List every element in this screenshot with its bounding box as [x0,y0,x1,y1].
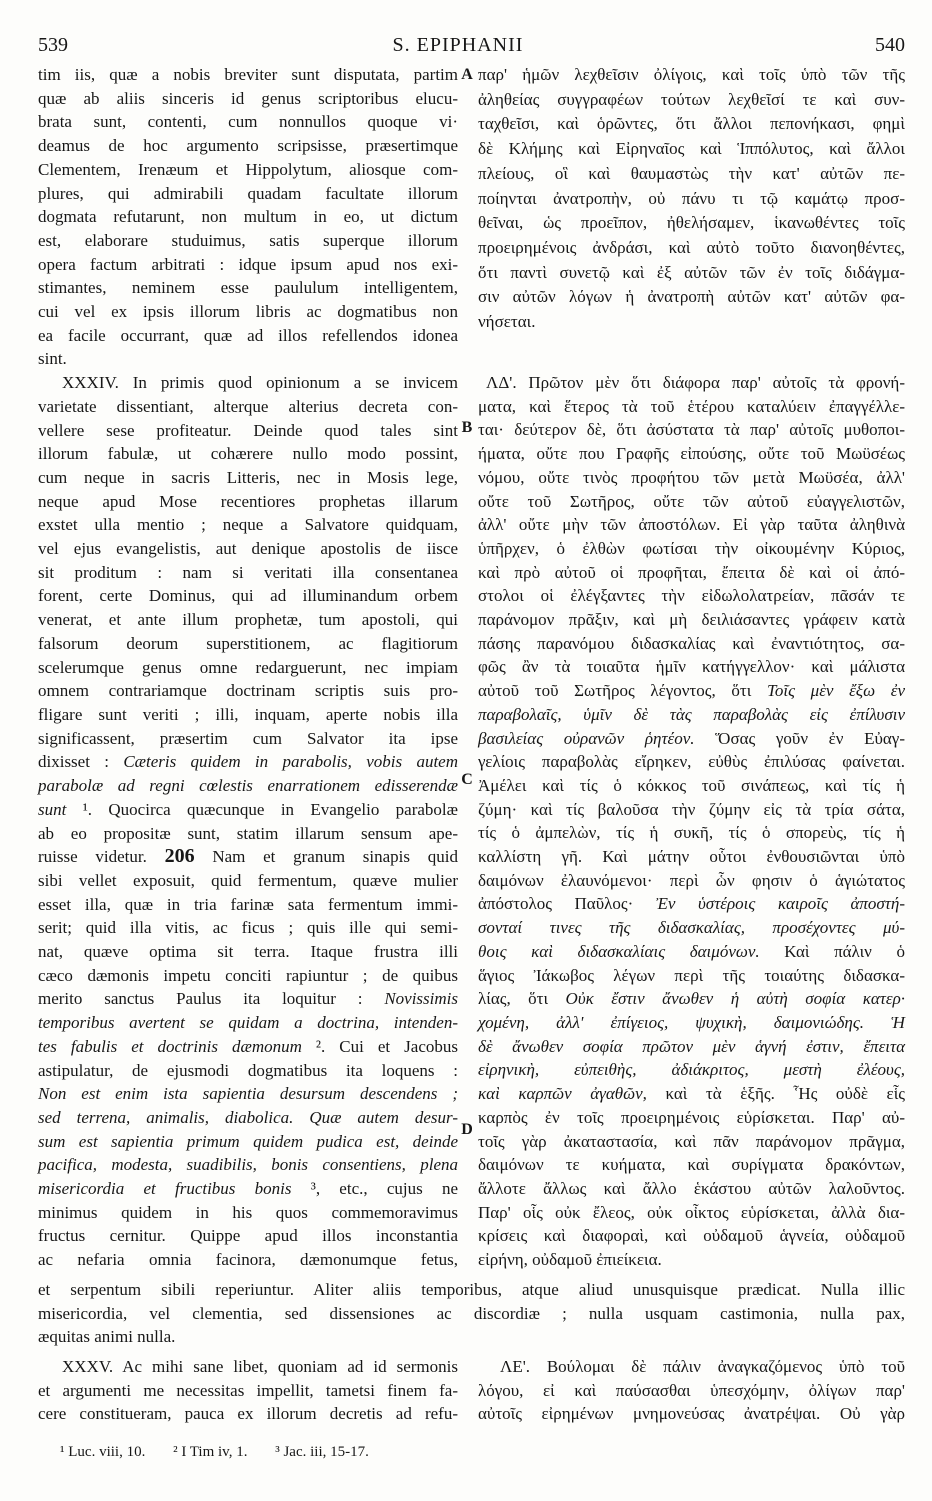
italic-text: sed terrena, animalis, diabolica. Quæ autem desur- [38,1107,458,1127]
text-run: merito sanctus Paulus ita loquitur : [38,989,385,1009]
italic-text: καὶ καρπῶν ἀγαθῶν, [478,1084,647,1104]
text-line: fructus cernitur. Quippe apud illos inconstantia [38,1226,458,1246]
text-line: προειρημένοις ἀνδράσι, καὶ αὐτὸ τοῦτο διανοηθέντες, [478,237,905,257]
text-line: δαιμόνων ἐλαυνόμενοι· περὶ ὧν φησιν ὁ ἁγιώτατος [478,870,905,890]
text-line: ζύμη· καὶ τίς βαλοῦσα τὴν ζύμην εἰς τὰ τρία σάτα, [478,799,905,819]
italic-text: εἰρηνικὴ, εὐπειθὴς, ἀδιάκριτος, μεστὴ ἐλέους, [478,1060,905,1080]
italic-text: Cæteris quidem in parabolis, vobis autem [123,752,458,772]
text-line: αὐτοῖς εἰρημένων μνημονεύσας ἀνατρέψαι. Οὐ γὰρ [478,1404,905,1424]
running-title: S. EPIPHANII [392,34,524,56]
text-line: δαιμόνων τε κυήματα, καὶ συρίγματα δρακόντων, [478,1155,905,1175]
text-line: ματα, καὶ ἕτερος τὰ τοῦ ἑτέρου καταλύειν ἐπαγγέλλε- [478,396,905,416]
text-line: οὔτε τοῦ Σωτῆρος, οὔτε τῶν αὐτοῦ εὐαγγελιστῶν, [478,491,905,511]
greek-paragraph-35 [478,1355,905,1426]
text-line: καὶ πρὸ αὐτοῦ οἱ προφῆται, ἔπειτα δὲ καὶ οἱ ἀπό- [478,562,905,582]
full-width-text [38,1278,905,1349]
text-run: ἀπόστολος Παῦλος· [478,894,656,914]
greek-column-bottom [478,1355,905,1426]
text-line [38,1082,458,1106]
text-line: καρπὸς ἐν τοῖς προειρημένοις εὑρίσκεται. Παρ' αὐ- [478,1107,905,1127]
greek-column [478,371,905,1272]
text-line: et serpentum sibili reperiuntur. Aliter aliis temporibus, atque aliud unusquisque prædicat. Nulla illic [38,1280,905,1299]
latin-paragraph [38,63,458,371]
text-line [38,798,458,822]
bold-number: 206 [164,845,195,868]
text-line: sit proditum : nam si veritati illa consentanea [38,562,458,582]
italic-text: Novissimis [384,989,458,1009]
text-line [478,1082,905,1106]
italic-text: temporibus avertent se quidam a doctrina, intenden- [38,1013,458,1033]
text-line: astipulatur, de ejusmodi dogmatibus ita loquens : [38,1060,458,1080]
text-line: πάσης παρανόμου διδασκαλίας καὶ ἐναντιότητος, σα- [478,633,905,653]
italic-text: χομένη, ἀλλ' ἐπίγειος, ψυχικὴ, δαιμονιώδης. Ἡ [478,1012,905,1032]
text-line: ήματα, οὔτε που Γραφῆς εἰπούσης, οὔτε τοῦ Μωϋσέως [478,444,905,464]
text-line [38,1035,458,1059]
text-line: venerat, et ante illum prophetæ, tum apostoli, qui [38,610,458,630]
text-line: nat, quæve optima sit terra. Itaque frustra illi [38,942,458,962]
italic-text: δὲ ἄνωθεν σοφία πρῶτον μὲν ἁγνή ἐστιν, ἔπειτα [478,1036,905,1056]
text-line: exstet ulla mentio ; neque a Salvatore quidquam, [38,515,458,535]
text-line [38,845,458,869]
text-line: minimus quidem in his quos commemoravimus [38,1202,458,1222]
text-line: XXXV. Ac mihi sane libet, quoniam ad id sermonis [62,1357,458,1376]
latin-column-bottom [38,1355,458,1426]
text-line: tim iis, quæ a nobis breviter sunt disputata, partim [38,65,458,84]
text-line [478,1011,905,1035]
text-line: misericordia, vel clementia, sed dissensiones ac discordiæ ; nulla usquam castimonia, nulla pax, [38,1303,905,1323]
text-line: æquitas animi nulla. [38,1327,176,1347]
text-line: omnem contrariamque doctrinam scriptis suis pro- [38,681,458,701]
text-run: Καὶ πάλιν ὁ [759,941,905,961]
text-line: πλείους, οἳ καὶ θαυμαστὼς τὴν κατ' αὐτῶν πε- [478,163,905,183]
text-line: significassent, præsertim cum Salvator ita ipse [38,728,458,748]
text-run: λίας, ὅτι [478,989,566,1009]
text-line: ΛΕ'. Βούλομαι δὲ πάλιν ἀναγκαζόμενος ὑπὸ τοῦ [500,1357,905,1376]
footnote: ³ Jac. iii, 15-17. [275,1444,369,1460]
text-line: neque apud Mose recentiores prophetas illarum [38,491,458,511]
footnote: ² I Tim iv, 1. [173,1444,248,1460]
text-line [478,727,905,751]
text-line [38,750,458,774]
text-line [38,1106,458,1130]
text-line: scelerumque genus omne redarguerunt, nec impiam [38,657,458,677]
text-line: XXXIV. In primis quod opinionum a se invicem [62,373,458,393]
text-line: θεῖναι, ὡς προεῖπον, ἠθελήσαμεν, ἱκανωθέντες τοῖς [478,213,905,233]
text-run: ruisse videtur. [38,847,165,867]
text-line: sint. [38,349,67,369]
italic-text: βασιλείας οὐρανῶν ῥητέον. [478,728,695,748]
text-line [38,1011,458,1035]
text-line [478,1035,905,1059]
text-line: cui vel ex ipsis illorum libris ac dogmatibus non [38,302,458,322]
italic-text: sum est sapientia primum quidem pudica est, deinde [38,1131,458,1151]
text-line [478,940,905,964]
latin-column [38,63,458,1272]
text-line: est, elaborare studuimus, satis superque illorum [38,230,458,250]
text-run: ². Cui et Jacobus [301,1036,458,1056]
text-line: cum neque in sacris Litteris, nec in Mosis lege, [38,467,458,487]
text-line: ταχθεῖσι, καὶ ὁρῶντες, ὅτι ἄλλοι πεπονήκασι, φημὶ [478,114,905,134]
text-line: sibi vellet exposuit, quid fermentum, quæve mulier [38,870,458,890]
text-line [38,1177,458,1201]
text-line: ἅγιος Ἰάκωβος λέγων περὶ τῆς τοιαύτης διδασκα- [478,965,905,985]
margin-letter-a: A [461,66,473,83]
text-line: παρ' ἡμῶν λεχθεῖσιν ὀλίγοις, καὶ τοῖς ὑπὸ τῶν τῆς [478,65,905,84]
italic-text: σονταί τινες τῆς διδασκαλίας, προσέχοντες μύ- [478,918,905,938]
italic-text: tes fabulis et doctrinis dæmonum [38,1036,302,1056]
text-run: Ὅσας γοῦν ἐν Εὐαγ- [694,728,905,748]
text-run: καὶ τὰ ἑξῆς. Ἧς οὐδὲ εἷς [646,1084,905,1104]
text-line: γελίοις παραβολὰς εἴρηκεν, εὐθὺς ἐπιλύσας φαίνεται. [478,752,905,772]
text-line: forent, certe Dominus, qui ad illuminandum orbem [38,586,458,606]
text-line [478,892,905,916]
column-number-left: 539 [38,34,68,56]
text-line [478,987,905,1011]
text-line: Ἀμέλει καὶ τίς ὁ κόκκος τοῦ σινάπεως, καὶ τίς ἡ [478,775,905,795]
text-line: ἀληθείας συγγραφέων τούτων λεχθεῖσί τε καὶ συν- [478,89,905,109]
italic-text: misericordia et fructibus bonis [38,1179,292,1199]
text-line [38,1130,458,1154]
text-line: νήσεται. [478,312,536,332]
text-line: esset illa, quæ in tria farinæ sata fermentum immi- [38,894,458,914]
italic-text: Ἐν ὑστέροις καιροῖς ἀποστή- [655,894,905,914]
text-line [478,916,905,940]
italic-text: παραβολαῖς, ὑμῖν δὲ τὰς παραβολὰς εἰς ἐπίλυσιν [478,704,905,724]
text-run: ¹. Quocirca quæcunque in Evangelio parabolæ [66,799,458,819]
footnote: ¹ Luc. viii, 10. [60,1444,146,1460]
text-line: ab eo propositæ sunt, statim illarum sensum ape- [38,823,458,843]
text-line: κρίσεις καὶ διαφοραὶ, καὶ οὐδαμοῦ ἁγνεία, οὐδαμοῦ [478,1226,905,1246]
text-line: δὲ Κλήμης καὶ Εἰρηναῖος καὶ Ἱππόλυτος, καὶ ἄλλοι [478,139,905,159]
greek-column-top [478,63,905,335]
text-line: et argumenti me necessitas impellit, tametsi finem fa- [38,1380,458,1400]
margin-letter-d: D [461,1121,473,1138]
text-line: τοῖς γὰρ ἀκαταστασία, καὶ πᾶν παράνομον πρᾶγμα, [478,1131,905,1151]
text-line: opera factum arbitrati : idque ipsum apud nos exi- [38,254,458,274]
italic-text: pacifica, modesta, suadibilis, bonis consentiens, plena [38,1155,458,1175]
italic-text: sunt [38,799,67,819]
column-number-right: 540 [875,34,905,56]
text-line: ea facile occurrant, quæ ad illos refellendos idonea [38,325,458,345]
text-line: ὑπῆρχεν, ὁ ἐλθὼν φωτίσαι τὴν οἰκουμένην Κύριος, [478,538,905,558]
text-line: deamus de hoc argumento scripsisse, præsertimque [38,136,458,156]
text-line: καλλίστη γῆ. Καὶ μάτην οὗτοι ἐνθουσιῶνται ὑπὸ [478,847,905,867]
text-line [38,987,458,1011]
text-line [38,774,458,798]
text-line: ποίηνται ἀνατροπὴν, οὐ πάνυ τι τῷ καμάτῳ προσ- [478,188,905,208]
latin-continuation [38,1278,905,1349]
margin-letter-c: C [461,771,473,788]
text-line: ac nefaria omnia facinora, dæmonumque fetus, [38,1250,458,1270]
text-line: illorum fabulæ, ut cohærere nullo modo possint, [38,444,458,464]
text-line [478,1058,905,1082]
margin-letter-b: B [461,419,473,436]
text-line: τίς ὁ ἀμπελὼν, τίς ἡ συκῆ, τίς ὁ σπορεὺς, τίς ἡ [478,823,905,843]
italic-text: parabolæ ad regni cœlestis enarrationem edisserendæ [38,776,458,796]
greek-paragraph [478,63,905,335]
text-line: plures, qui admirabili quadam facultate illorum [38,183,458,203]
text-run: Nam et granum sinapis quid [194,847,458,867]
text-line: ὅτι παντὶ συνετῷ καὶ ἐξ αὐτῶν τῶν ἐν τοῖς διδάγμα- [478,262,905,282]
italic-text: Οὐκ ἔστιν ἄνωθεν ἡ αὐτὴ σοφία κατερ· [565,989,905,1009]
text-line [478,679,905,703]
text-line: εἰρήνη, οὐδαμοῦ ἐπιείκεια. [478,1250,662,1270]
text-line: Παρ' οἷς οὐκ ἔλεος, οὐκ οἶκτος εὑρίσκεται, ἀλλὰ δια- [478,1202,905,1222]
text-line: ΛΔ'. Πρῶτον μὲν ὅτι διάφορα παρ' αὐτοῖς τὰ φρονή- [486,373,905,392]
text-line: Clementem, Irenæum et Hippolytum, aliosque com- [38,159,458,179]
text-line: φῶς ἂν τὰ τοιαῦτα ἡμῖν κατήγγελλον· καὶ μάλιστα [478,657,905,677]
greek-paragraph-34 [478,371,905,1272]
text-line: στολοι οἱ ἐλέγξαντες τὴν εἰδωλολατρείαν, πᾶσάν τε [478,586,905,606]
text-line: ται· δεύτερον δὲ, ὅτι ἀσύστατα τὰ παρ' αὐτοῖς μυθοποι- [478,420,905,440]
latin-paragraph-xxxiv [38,371,458,1272]
text-line: cere constitueram, pauca ex illorum decretis ad refu- [38,1404,458,1424]
text-line: ἄλλοτε ἄλλως καὶ ἄλλο ἑκάστου αὐτῶν λαλοῦντος. [478,1178,905,1198]
text-line: λόγου, εἰ καὶ παύσασθαι ὑπεσχόμην, ὀλίγων παρ' [478,1380,905,1400]
text-line: quæ ab aliis sinceris id genus scriptoribus elucu- [38,88,458,108]
text-line: σιν αὐτῶν λόγων ἡ ἀνατροπὴ αὐτῶν κατ' αὐτῶν φα- [478,287,905,307]
text-run: αὐτοῦ τοῦ Σωτῆρος λέγοντος, ὅτι [478,681,767,701]
text-run: ³, etc., cujus ne [291,1179,459,1199]
italic-text: Τοῖς μὲν ἔξω ἐν [766,681,905,701]
text-line: varietate dissentiant, alterque alterius decreta con- [38,396,458,416]
text-line: dogmata refutarunt, non multum in eo, ut dictum [38,207,458,227]
text-line: vel ejus evangelistis, aut denique apostolis de iisce [38,539,458,559]
text-line: fligare sunt veriti ; illi, inquam, aperte nobis illa [38,704,458,724]
text-line: παράνομον πρᾶξιν, καὶ μὴ δειλιάσαντες γράφειν κατὰ [478,610,905,630]
text-line: serit; quid illa vitis, ac ficus ; quis ille qui semi- [38,918,458,938]
text-line [478,703,905,727]
text-line: ἀλλ' οὔτε μὴν τῶν ἀποστόλων. Εἰ γὰρ ταῦτα ἀληθινὰ [478,515,905,535]
text-line: cæco dæmonis impetu conciti rapiuntur ; de quibus [38,965,458,985]
text-line [38,1153,458,1177]
text-run: dixisset : [38,752,124,772]
italic-text: θοις καὶ διδασκαλίαις δαιμόνων. [478,941,760,961]
text-line: falsorum deorum superstitionem, ac flagitiorum [38,633,458,653]
text-line: stimantes, neminem esse paululum intelligentem, [38,278,458,298]
text-line: vellere sese profiteatur. Deinde quod tales sint [38,420,458,440]
text-line: νόμου, οὔτε τινὸς προφήτου τῶν μετὰ Μωϋσέα, ἀλλ' [478,467,905,487]
italic-text: Non est enim ista sapientia desursum descendens ; [38,1084,458,1104]
footnotes [60,1441,393,1463]
text-line: brata sunt, contenti, cum nonnullos quoque vi· [38,112,458,132]
latin-paragraph-xxxv [38,1355,458,1426]
